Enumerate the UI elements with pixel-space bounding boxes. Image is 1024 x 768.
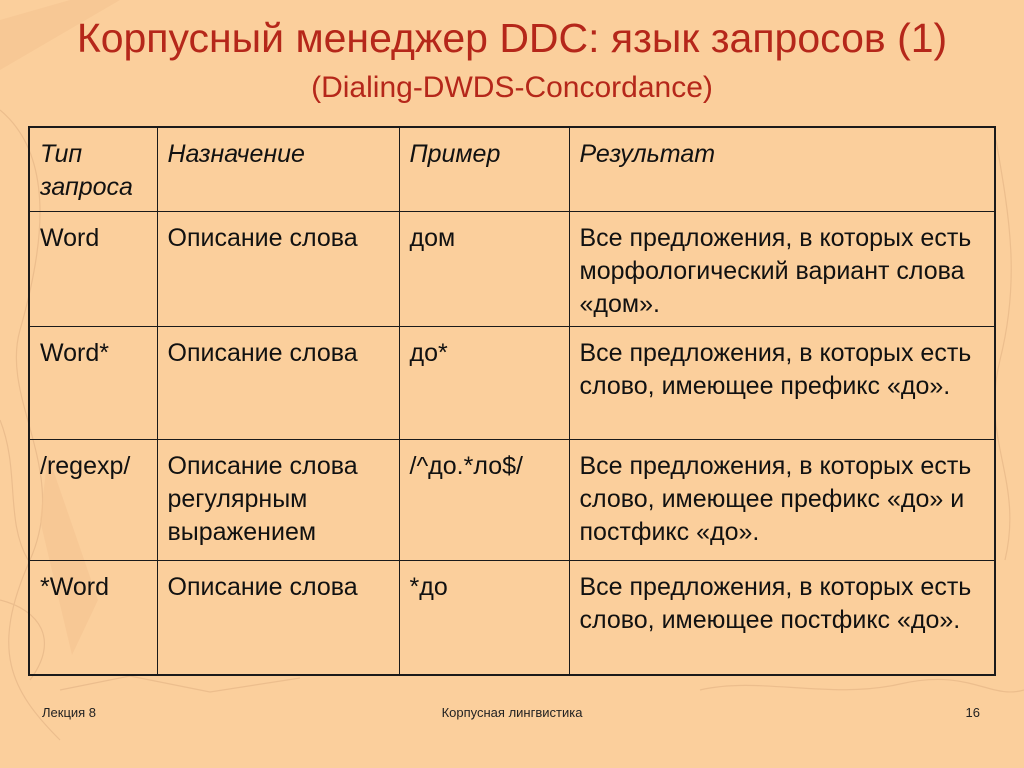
slide-subtitle: (Dialing-DWDS-Concordance) xyxy=(311,71,713,104)
cell-example: до* xyxy=(399,326,569,439)
header-example: Пример xyxy=(399,127,569,211)
query-table xyxy=(28,126,996,676)
footer-lecture: Лекция 8 xyxy=(42,705,97,720)
cell-result: Все предложения, в которых есть слово, имеющее префикс «до». xyxy=(569,326,995,439)
cell-query-type: Word xyxy=(29,211,157,326)
cell-example: /^до.*ло$/ xyxy=(399,439,569,560)
header-purpose: Назначение xyxy=(157,127,399,211)
header-result: Результат xyxy=(569,127,995,211)
cell-purpose: Описание слова xyxy=(157,326,399,439)
cell-purpose: Описание слова xyxy=(157,211,399,326)
header-query-type: Тип запроса xyxy=(29,127,157,211)
cell-example: *до xyxy=(399,560,569,675)
cell-result: Все предложения, в которых есть морфологический вариант слова «дом». xyxy=(569,211,995,326)
cell-example: дом xyxy=(399,211,569,326)
cell-query-type: Word* xyxy=(29,326,157,439)
cell-result: Все предложения, в которых есть слово, имеющее постфикс «до». xyxy=(569,560,995,675)
footer-course: Корпусная лингвистика xyxy=(441,705,583,720)
table-row xyxy=(29,326,995,439)
slide-title: Корпусный менеджер DDC: язык запросов (1) xyxy=(76,15,948,61)
cell-result: Все предложения, в которых есть слово, имеющее префикс «до» и постфикс «до». xyxy=(569,439,995,560)
cell-purpose: Описание слова xyxy=(157,560,399,675)
table-row xyxy=(29,560,995,675)
page-number: 16 xyxy=(965,705,980,720)
cell-purpose: Описание слова регулярным выражением xyxy=(157,439,399,560)
table-row xyxy=(29,211,995,326)
cell-query-type: /regexp/ xyxy=(29,439,157,560)
cell-query-type: *Word xyxy=(29,560,157,675)
table-row xyxy=(29,439,995,560)
table-header-row xyxy=(29,127,995,211)
